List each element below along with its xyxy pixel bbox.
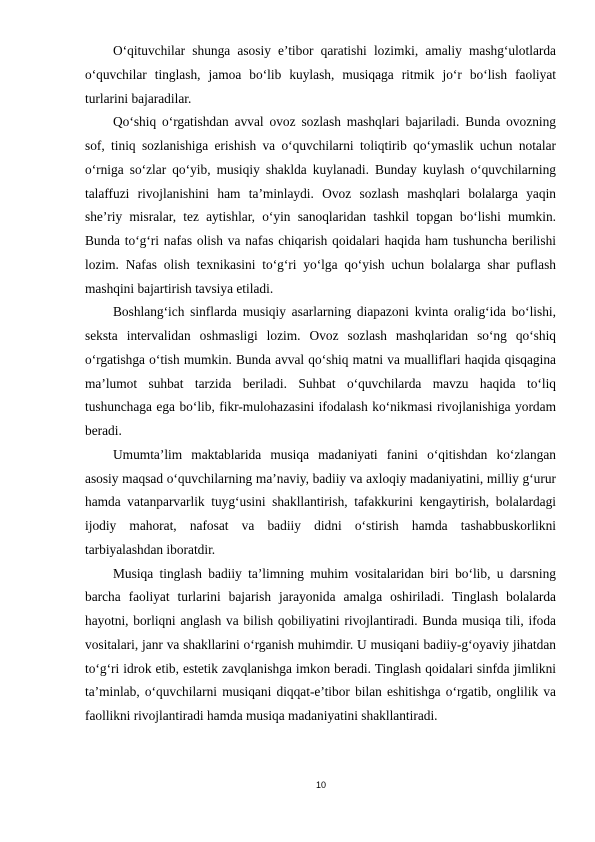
paragraph-2: Qo‘shiq o‘rgatishdan avval ovoz sozlash mashqlari bajariladi. Bunda ovozning sof, tiniq sozlanishiga erishish va o‘quvchilarni toliqtirib qo‘ymaslik uchun notalar o‘rniga so‘zlar qo‘yib, musiqiy shaklda kuylanadi. Bunday kuylash o‘quvchilarning talaffuzi rivojlanishini ham ta’minlaydi. Ovoz sozlash mashqlari bolalarga yaqin she’riy misralar, tez aytishlar, o‘yin sanoqlaridan tashkil topgan bo‘lishi mumkin. Bunda to‘g‘ri nafas olish va nafas chiqarish qoidalari haqida ham tushuncha berilishi lozim. Nafas olish texnikasini to‘g‘ri yo‘lga qo‘yish uchun bolalarga shar puflash mashqini bajartirish tavsiya etiladi. (85, 114, 556, 296)
paragraph-1: O‘qituvchilar shunga asosiy e’tibor qaratishi lozimki, amaliy mashg‘ulotlarda o‘quvchilar tinglash, jamoa bo‘lib kuylash, musiqaga ritmik jo‘r bo‘lish faoliyat turlarini bajaradilar. (85, 43, 556, 106)
paragraph-3: Boshlang‘ich sinflarda musiqiy asarlarning diapazoni kvinta oralig‘ida bo‘lishi, seksta intervalidan oshmasligi lozim. Ovoz sozlash mashqlaridan so‘ng qo‘shiq o‘rgatishga o‘tish mumkin. Bunda avval qo‘shiq matni va mualliflari haqida qisqagina ma’lumot suhbat tarzida beriladi. Suhbat o‘quvchilarda mavzu haqida to‘liq tushunchaga ega bo‘lib, fikr-mulohazasini ifodalash ko‘nikmasi rivojlanishiga yordam beradi. (85, 304, 556, 438)
page-number: 10 (315, 780, 326, 790)
paragraph-5: Musiqa tinglash badiiy ta’limning muhim vositalaridan biri bo‘lib, u darsning barcha faoliyat turlarini bajarish jarayonida amalga oshiriladi. Tinglash bolalarda hayotni, borliqni anglash va bilish qobiliyatini rivojlantiradi. Bunda musiqa tili, ifoda vositalari, janr va shakllarini o‘rganish muhimdir. U musiqani badiiy-g‘oyaviy jihatdan to‘g‘ri idrok etib, estetik zavqlanishga imkon beradi. Tinglash qoidalari sinfda jimlikni ta’minlab, o‘quvchilarni musiqani diqqat-e’tibor bilan eshitishga o‘rgatib, onglilik va faollikni rivojlantiradi hamda musiqa madaniyatini shakllantiradi. (85, 565, 556, 723)
document-body (85, 39, 556, 728)
paragraph-4: Umumta’lim maktablarida musiqa madaniyati fanini o‘qitishdan ko‘zlangan asosiy maqsad o‘quvchilarning ma’naviy, badiiy va axloqiy madaniyatini, milliy g‘urur hamda vatanparvarlik tuyg‘usini shakllantirish, tafakkurini kengaytirish, bolalardagi ijodiy mahorat, nafosat va badiiy didni o‘stirish hamda tashabbuskorlikni tarbiyalashdan iboratdir. (85, 446, 556, 557)
